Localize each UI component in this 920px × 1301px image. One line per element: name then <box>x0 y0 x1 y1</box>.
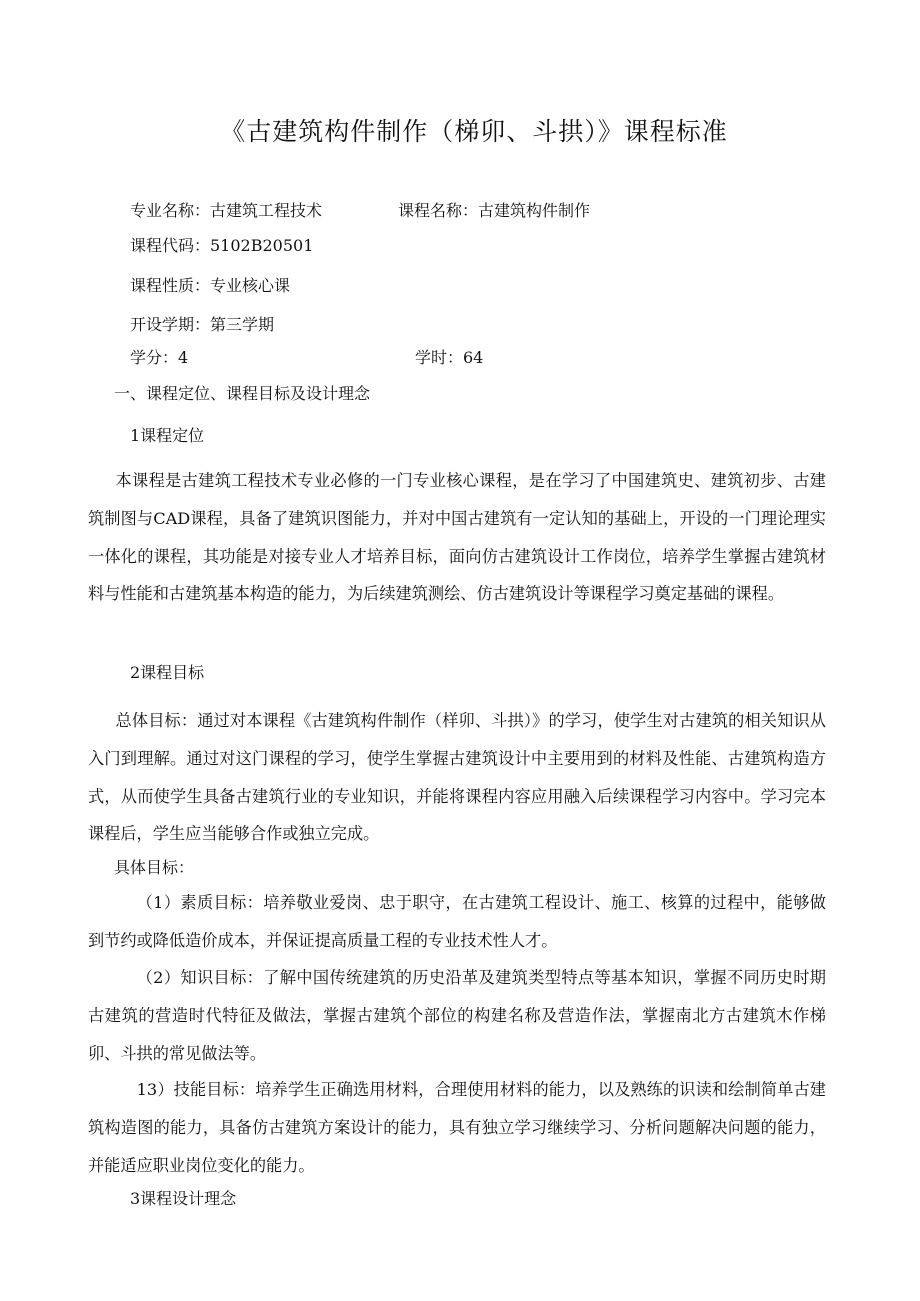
credits-field: 学分：4 <box>130 348 189 367</box>
subsection-heading-design-concept: 3课程设计理念 <box>130 1189 237 1208</box>
overall-objective-paragraph: 总体目标：通过对本课程《古建筑构件制作（样卯、斗拱）》的学习，使学生对古建筑的相关知识从入门到理解。通过对这门课程的学习，使学生掌握古建筑设计中主要用到的材料及性能、古建筑构造方式，从而使学生具备古建筑行业的专业知识，并能将课程内容应用融入后续课程学习内容中。学习完本课程后，学生应当能够合作或独立完成。 <box>88 711 826 844</box>
major-field: 专业名称：古建筑工程技术 <box>130 201 323 220</box>
course-nature-field: 课程性质：专业核心课 <box>130 276 291 295</box>
skill-objective-item: 13）技能目标：培养学生正确选用材料，合理使用材料的能力，以及熟练的识读和绘制简单古建筑构造图的能力，具备仿古建筑方案设计的能力，具有独立学习继续学习、分析问题解决问题的能力，并能适应职业岗位变化的能力。 <box>88 1080 826 1175</box>
section-heading: 一、课程定位、课程目标及设计理念 <box>114 384 371 403</box>
specific-objectives-label: 具体目标： <box>114 858 195 877</box>
course-name-field: 课程名称：古建筑构件制作 <box>398 201 591 220</box>
document-title: 《古建筑构件制作（梯卯、斗拱）》课程标准 <box>220 117 728 146</box>
knowledge-objective-item: （2）知识目标：了解中国传统建筑的历史沿革及建筑类型特点等基本知识，掌握不同历史时期古建筑的营造时代特征及做法，掌握古建筑个部位的构建名称及营造作法，掌握南北方古建筑木作梯卯、斗拱的常见做法等。 <box>88 968 826 1063</box>
subsection-heading-positioning: 1课程定位 <box>130 426 205 445</box>
subsection-heading-objectives: 2课程目标 <box>130 663 205 682</box>
hours-field: 学时：64 <box>415 348 484 367</box>
course-positioning-paragraph: 本课程是古建筑工程技术专业必修的一门专业核心课程，是在学习了中国建筑史、建筑初步、古建筑制图与CAD课程，具备了建筑识图能力，并对中国古建筑有一定认知的基础上，开设的一门理论理实一体化的课程，其功能是对接专业人才培养目标，面向仿古建筑设计工作岗位，培养学生掌握古建筑材料与性能和古建筑基本构造的能力，为后续建筑测绘、仿古建筑设计等课程学习奠定基础的课程。 <box>88 471 826 604</box>
quality-objective-item: （1）素质目标：培养敬业爱岗、忠于职守，在古建筑工程设计、施工、核算的过程中，能够做到节约或降低造价成本，并保证提高质量工程的专业技术性人才。 <box>88 893 826 950</box>
semester-field: 开设学期：第三学期 <box>130 315 275 334</box>
course-code-field: 课程代码：5102B20501 <box>130 236 314 255</box>
